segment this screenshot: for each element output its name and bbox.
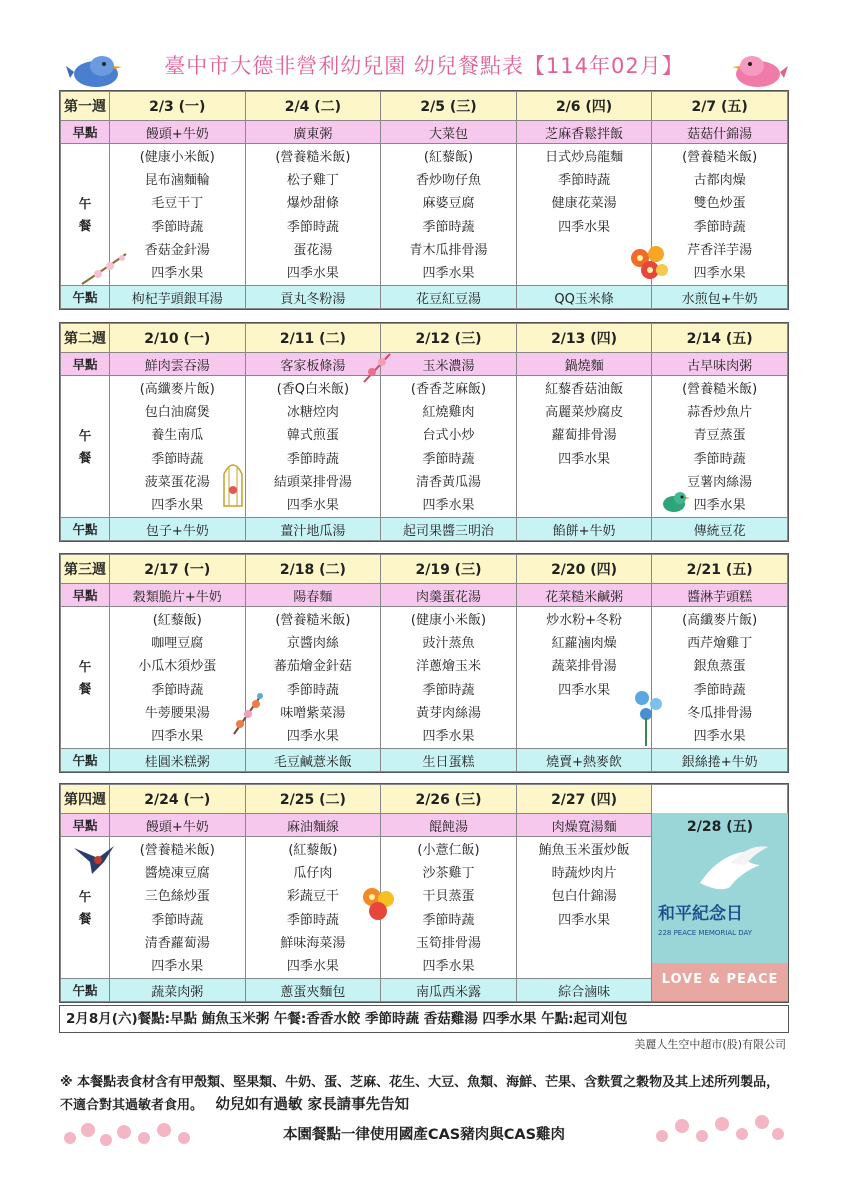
lunch-cell bbox=[245, 144, 381, 286]
blue-bird-icon bbox=[66, 52, 122, 88]
breakfast-cell: 花菜糙米鹹粥 bbox=[516, 584, 652, 607]
lunch-cell bbox=[245, 376, 381, 518]
lunch-cell bbox=[381, 376, 517, 518]
lunch-dish: (營養糙米飯) bbox=[682, 382, 758, 397]
flower-bouquet-icon bbox=[628, 244, 672, 284]
lunch-dish: 香菇金針湯 bbox=[144, 242, 210, 258]
day-date: 2/7 (五) bbox=[652, 92, 788, 121]
lunch-dish: 四季水果 bbox=[422, 497, 475, 513]
breakfast-cell: 陽春麵 bbox=[245, 584, 381, 607]
saturday-meal-note: 2月8月(六)餐點:早點 鮪魚玉米粥 午餐:香香水餃 季節時蔬 香菇雞湯 四季水果 午點:起司刈包 bbox=[59, 1005, 789, 1033]
snack-cell: 薑汁地瓜湯 bbox=[245, 518, 381, 541]
breakfast-cell: 大菜包 bbox=[381, 121, 517, 144]
lunch-dish: 四季水果 bbox=[422, 728, 475, 744]
lunch-dish: 西芹燴雞丁 bbox=[687, 636, 753, 652]
lunch-dish: 季節時蔬 bbox=[286, 219, 339, 235]
week-table-3 bbox=[59, 553, 789, 773]
lunch-dish: 沙茶雞丁 bbox=[422, 866, 475, 882]
lunch-dish: 四季水果 bbox=[286, 265, 339, 281]
lunch-dish: 季節時蔬 bbox=[286, 451, 339, 467]
lunch-dish: (健康小米飯) bbox=[139, 150, 215, 165]
lunch-dish: 豉汁蒸魚 bbox=[422, 636, 475, 652]
lunch-label-text: 午餐 bbox=[78, 658, 92, 696]
lunch-dish: (營養糙米飯) bbox=[682, 150, 758, 165]
lunch-cell bbox=[652, 607, 788, 749]
lunch-dish: 季節時蔬 bbox=[151, 912, 204, 928]
peace-day-title: 和平紀念日 bbox=[658, 904, 743, 924]
lunch-label-text: 午餐 bbox=[78, 888, 92, 926]
lunch-dish: 季節時蔬 bbox=[151, 219, 204, 235]
snack-cell: 燒賣+熱麥飲 bbox=[516, 749, 652, 772]
lunch-dish: 台式小炒 bbox=[422, 428, 475, 444]
lunch-dish: 蔬菜排骨湯 bbox=[551, 659, 617, 675]
snack-label: 午點 bbox=[61, 518, 110, 541]
lunch-dish: (高纖麥片飯) bbox=[682, 613, 758, 628]
lunch-dish: 菠菜蛋花湯 bbox=[144, 474, 210, 490]
lunch-dish: 蒜香炒魚片 bbox=[687, 405, 753, 421]
breakfast-cell: 肉燥寬湯麵 bbox=[516, 814, 652, 837]
lunch-dish: 四季水果 bbox=[151, 728, 204, 744]
snack-cell: 蔬菜肉粥 bbox=[110, 979, 246, 1002]
cas-meat-notice: 本園餐點一律使用國產CAS豬肉與CAS雞肉 bbox=[282, 1127, 566, 1143]
lunch-dish: 洋蔥燴玉米 bbox=[415, 659, 481, 675]
lunch-dish: 高麗菜炒腐皮 bbox=[545, 405, 624, 421]
lunch-dish: 四季水果 bbox=[693, 728, 746, 744]
lunch-label bbox=[61, 376, 110, 518]
lunch-dish: 毛豆干丁 bbox=[151, 196, 204, 212]
day-date: 2/18 (二) bbox=[245, 555, 381, 584]
lunch-dish: 爆炒甜條 bbox=[286, 196, 339, 212]
lunch-dish: (紅藜飯) bbox=[288, 843, 338, 858]
day-date: 2/10 (一) bbox=[110, 324, 246, 353]
lunch-cell bbox=[110, 837, 246, 979]
green-bird-icon bbox=[660, 488, 690, 514]
lunch-dish: 鮪魚玉米蛋炒飯 bbox=[538, 843, 630, 858]
lunch-dish: 味噌紫菜湯 bbox=[280, 705, 346, 721]
lunch-cell bbox=[652, 144, 788, 286]
pink-bird-icon bbox=[732, 52, 788, 88]
breakfast-label: 早點 bbox=[61, 353, 110, 376]
lunch-cell bbox=[516, 376, 652, 518]
page-title: 臺中市大德非營利幼兒園 幼兒餐點表【114年02月】 bbox=[164, 54, 684, 78]
snack-cell: 綜合滷味 bbox=[516, 979, 652, 1002]
lunch-dish: 四季水果 bbox=[558, 219, 611, 235]
snack-cell: 桂圓米糕粥 bbox=[110, 749, 246, 772]
breakfast-cell: 鮮肉雲吞湯 bbox=[110, 353, 246, 376]
lunch-dish: 時蔬炒肉片 bbox=[551, 866, 617, 882]
lunch-dish: 清香蘿蔔湯 bbox=[144, 935, 210, 951]
day-date: 2/6 (四) bbox=[516, 92, 652, 121]
breakfast-cell: 客家板條湯 bbox=[245, 353, 381, 376]
snack-cell: 水煎包+牛奶 bbox=[652, 286, 788, 309]
lunch-cell bbox=[381, 607, 517, 749]
lunch-dish: 青豆蒸蛋 bbox=[693, 428, 746, 444]
peace-memorial-day-panel bbox=[652, 813, 788, 1001]
lunch-dish: 冬瓜排骨湯 bbox=[687, 705, 753, 721]
breakfast-cell: 廣東粥 bbox=[245, 121, 381, 144]
breakfast-cell: 芝麻香鬆拌飯 bbox=[516, 121, 652, 144]
lunch-dish: 四季水果 bbox=[558, 682, 611, 698]
peace-day-date: 2/28 (五) bbox=[686, 819, 753, 835]
lunch-dish: 芹香洋芋湯 bbox=[687, 242, 753, 258]
lunch-dish: 冰糖焢肉 bbox=[286, 405, 339, 421]
snack-label: 午點 bbox=[61, 749, 110, 772]
breakfast-cell: 菇菇什錦湯 bbox=[652, 121, 788, 144]
lunch-dish: 季節時蔬 bbox=[422, 682, 475, 698]
snack-cell: 起司果醬三明治 bbox=[381, 518, 517, 541]
lunch-dish: 豆薯肉絲湯 bbox=[687, 474, 753, 490]
lunch-dish: 鮮味海菜湯 bbox=[280, 935, 346, 951]
week-label: 第一週 bbox=[61, 92, 110, 121]
lunch-dish: 炒水粉+冬粉 bbox=[546, 613, 623, 628]
lunch-dish: 季節時蔬 bbox=[151, 682, 204, 698]
snack-cell: 銀絲捲+牛奶 bbox=[652, 749, 788, 772]
breakfast-cell: 玉米濃湯 bbox=[381, 353, 517, 376]
snack-cell: 蔥蛋夾麵包 bbox=[245, 979, 381, 1002]
allergy-emphasis: 幼兒如有過敏 家長請事先告知 bbox=[215, 1097, 410, 1113]
breakfast-label: 早點 bbox=[61, 814, 110, 837]
lunch-dish: 季節時蔬 bbox=[286, 682, 339, 698]
lunch-dish: 季節時蔬 bbox=[286, 912, 339, 928]
day-date: 2/25 (二) bbox=[245, 785, 381, 814]
blue-flower-fairy-icon bbox=[632, 688, 668, 748]
week-table-1 bbox=[59, 90, 789, 310]
breakfast-cell: 麻油麵線 bbox=[245, 814, 381, 837]
lunch-dish: 四季水果 bbox=[286, 958, 339, 974]
snack-label: 午點 bbox=[61, 979, 110, 1002]
lunch-dish: 韓式煎蛋 bbox=[286, 428, 339, 444]
lunch-dish: 四季水果 bbox=[558, 451, 611, 467]
breakfast-cell: 穀類脆片+牛奶 bbox=[110, 584, 246, 607]
swallow-icon bbox=[70, 840, 116, 876]
snack-cell: 包子+牛奶 bbox=[110, 518, 246, 541]
lunch-dish: 蕃茄燴金針菇 bbox=[273, 659, 352, 675]
peace-day-subtitle: 228 PEACE MEMORIAL DAY bbox=[658, 929, 753, 937]
lunch-cell bbox=[381, 837, 517, 979]
lunch-dish: 季節時蔬 bbox=[151, 451, 204, 467]
lunch-dish: 紅藜香菇油飯 bbox=[545, 382, 624, 397]
day-date: 2/20 (四) bbox=[516, 555, 652, 584]
lunch-dish: 季節時蔬 bbox=[558, 173, 611, 189]
lunch-dish: 四季水果 bbox=[693, 265, 746, 281]
lunch-dish: 黃芽肉絲湯 bbox=[415, 705, 481, 721]
lunch-dish: 玉筍排骨湯 bbox=[415, 935, 481, 951]
lunch-dish: 雙色炒蛋 bbox=[693, 196, 746, 212]
breakfast-cell: 饅頭+牛奶 bbox=[110, 121, 246, 144]
lunch-dish: 結頭菜排骨湯 bbox=[273, 474, 352, 490]
lunch-dish: (高纖麥片飯) bbox=[139, 382, 215, 397]
lunch-dish: 清香黃瓜湯 bbox=[415, 474, 481, 490]
lunch-dish: (營養糙米飯) bbox=[139, 843, 215, 858]
day-date: 2/14 (五) bbox=[652, 324, 788, 353]
snack-cell: 枸杞芋頭銀耳湯 bbox=[110, 286, 246, 309]
week-label: 第四週 bbox=[61, 785, 110, 814]
day-date: 2/19 (三) bbox=[381, 555, 517, 584]
snack-cell: QQ玉米條 bbox=[516, 286, 652, 309]
lunch-cell bbox=[516, 837, 652, 979]
breakfast-label: 早點 bbox=[61, 584, 110, 607]
lunch-dish: 古都肉燥 bbox=[693, 173, 746, 189]
lunch-dish: 季節時蔬 bbox=[422, 912, 475, 928]
lunch-dish: (營養糙米飯) bbox=[275, 150, 351, 165]
lunch-dish: 紅蘿滷肉燥 bbox=[551, 636, 617, 652]
snack-label: 午點 bbox=[61, 286, 110, 309]
lunch-dish: 季節時蔬 bbox=[422, 219, 475, 235]
lunch-dish: 紅燒雞肉 bbox=[422, 405, 475, 421]
lunch-dish: (紅藜飯) bbox=[152, 613, 202, 628]
breakfast-label: 早點 bbox=[61, 121, 110, 144]
lunch-dish: 養生南瓜 bbox=[151, 428, 204, 444]
week-label: 第三週 bbox=[61, 555, 110, 584]
lunch-dish: 京醬肉絲 bbox=[286, 636, 339, 652]
day-date: 2/21 (五) bbox=[652, 555, 788, 584]
lunch-dish: 季節時蔬 bbox=[693, 682, 746, 698]
day-date: 2/27 (四) bbox=[516, 785, 652, 814]
lunch-dish: (健康小米飯) bbox=[410, 613, 487, 628]
floral-ornament-icon bbox=[360, 350, 396, 386]
lunch-dish: 四季水果 bbox=[693, 497, 746, 513]
lunch-dish: 日式炒烏龍麵 bbox=[545, 150, 624, 165]
lunch-dish: 咖哩豆腐 bbox=[151, 636, 204, 652]
lunch-dish: 牛蒡腰果湯 bbox=[144, 705, 210, 721]
lunch-cell bbox=[110, 607, 246, 749]
lunch-dish: 四季水果 bbox=[151, 958, 204, 974]
breakfast-cell: 醬淋芋頭糕 bbox=[652, 584, 788, 607]
day-date: 2/17 (一) bbox=[110, 555, 246, 584]
lunch-cell bbox=[381, 144, 517, 286]
lunch-dish: 季節時蔬 bbox=[693, 219, 746, 235]
lunch-dish: 干貝蒸蛋 bbox=[422, 889, 475, 905]
lunch-dish: 彩蔬豆干 bbox=[286, 889, 339, 905]
lunch-dish: (香Q白米飯) bbox=[276, 382, 350, 397]
allergy-text: ※ 本餐點表食材含有甲殼類、堅果類、牛奶、蛋、芝麻、花生、大豆、魚類、海鮮、芒果、含麩質之穀物及其上述所列製品，不適合對其過敏者食用。 bbox=[60, 1075, 780, 1113]
lunch-dish: 四季水果 bbox=[558, 912, 611, 928]
lunch-dish: 蘿蔔排骨湯 bbox=[551, 428, 617, 444]
snack-cell: 貢丸冬粉湯 bbox=[245, 286, 381, 309]
lunch-dish: 松子雞丁 bbox=[286, 173, 339, 189]
lunch-dish: 季節時蔬 bbox=[693, 451, 746, 467]
lunch-label-text: 午餐 bbox=[78, 427, 92, 465]
day-date: 2/5 (三) bbox=[381, 92, 517, 121]
breakfast-cell: 餛飩湯 bbox=[381, 814, 517, 837]
lunch-dish: 香炒吻仔魚 bbox=[415, 173, 481, 189]
love-peace-band: LOVE & PEACE bbox=[652, 963, 788, 1001]
snack-cell: 餡餅+牛奶 bbox=[516, 518, 652, 541]
lunch-dish: 四季水果 bbox=[151, 265, 204, 281]
lunch-dish: 四季水果 bbox=[422, 265, 475, 281]
lunch-dish: 銀魚蒸蛋 bbox=[693, 659, 746, 675]
supplier-company: 美麗人生空中超市(股)有限公司 bbox=[634, 1038, 786, 1051]
day-date: 2/13 (四) bbox=[516, 324, 652, 353]
breakfast-cell: 古早味肉粥 bbox=[652, 353, 788, 376]
lunch-dish: 三色絲炒蛋 bbox=[144, 889, 210, 905]
lunch-dish: 四季水果 bbox=[422, 958, 475, 974]
lunch-dish: (小薏仁飯) bbox=[417, 843, 480, 858]
week-label: 第二週 bbox=[61, 324, 110, 353]
lunch-dish: 四季水果 bbox=[151, 497, 204, 513]
snack-cell: 花豆紅豆湯 bbox=[381, 286, 517, 309]
flower-cluster-icon bbox=[360, 885, 400, 923]
snack-cell: 生日蛋糕 bbox=[381, 749, 517, 772]
breakfast-cell: 鍋燒麵 bbox=[516, 353, 652, 376]
snack-cell: 傳統豆花 bbox=[652, 518, 788, 541]
day-date: 2/4 (二) bbox=[245, 92, 381, 121]
lunch-dish: (香香芝麻飯) bbox=[410, 382, 487, 397]
lunch-dish: 瓜仔肉 bbox=[293, 866, 333, 882]
lunch-dish: 包白油腐煲 bbox=[144, 405, 210, 421]
lunch-dish: (紅藜飯) bbox=[423, 150, 474, 165]
lunch-dish: 昆布滷麵輪 bbox=[144, 173, 210, 189]
dove-icon bbox=[690, 843, 770, 899]
lunch-dish: 健康花菜湯 bbox=[551, 196, 617, 212]
lunch-dish: 小瓜木須炒蛋 bbox=[138, 659, 217, 675]
lunch-dish: 醬燒凍豆腐 bbox=[144, 866, 210, 882]
breakfast-cell: 饅頭+牛奶 bbox=[110, 814, 246, 837]
blossom-branch-icon bbox=[80, 250, 130, 286]
lunch-dish: 青木瓜排骨湯 bbox=[409, 242, 488, 258]
snack-cell: 南瓜西米露 bbox=[381, 979, 517, 1002]
lunch-dish: 四季水果 bbox=[286, 497, 339, 513]
day-date: 2/3 (一) bbox=[110, 92, 246, 121]
breakfast-cell: 肉羹蛋花湯 bbox=[381, 584, 517, 607]
flower-sprig-icon bbox=[230, 690, 266, 738]
snack-cell: 毛豆鹹薏米飯 bbox=[245, 749, 381, 772]
day-date: 2/24 (一) bbox=[110, 785, 246, 814]
lunch-dish: 麻婆豆腐 bbox=[422, 196, 475, 212]
lunch-dish: 蛋花湯 bbox=[293, 242, 333, 258]
lunch-label-text: 午餐 bbox=[78, 195, 92, 233]
lunch-dish: 季節時蔬 bbox=[422, 451, 475, 467]
lunch-dish: 四季水果 bbox=[286, 728, 339, 744]
lunch-dish: 包白什錦湯 bbox=[551, 889, 617, 905]
birdcage-icon bbox=[222, 452, 244, 514]
lunch-label bbox=[61, 607, 110, 749]
day-date: 2/11 (二) bbox=[245, 324, 381, 353]
day-date: 2/26 (三) bbox=[381, 785, 517, 814]
lunch-dish: (營養糙米飯) bbox=[275, 613, 351, 628]
day-date: 2/12 (三) bbox=[381, 324, 517, 353]
